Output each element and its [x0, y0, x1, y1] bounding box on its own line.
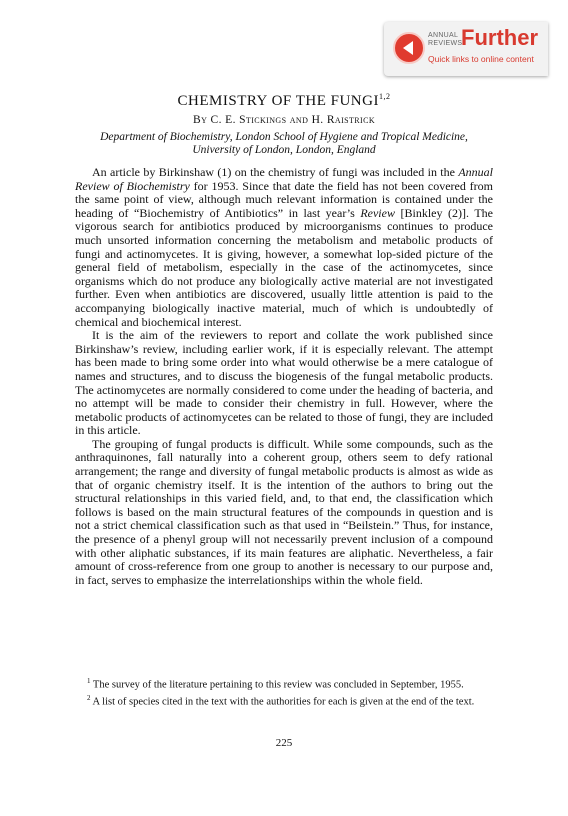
footnote-2: $^2$ A list of species cited in the text with the authorities for each is given at the end of the text. [87, 693, 475, 708]
further-badge[interactable] [384, 22, 548, 76]
footnote-1: $^1$ The survey of the literature pertaining to this review was concluded in September, 1955. [87, 677, 464, 691]
badge-further-label: Further [461, 25, 538, 50]
article-authors: By C. E. Stickings and H. Raistrick [193, 114, 375, 126]
author-1: C. E. Stickings [210, 114, 287, 126]
page-number: 225 [275, 737, 293, 749]
author-2: H. Raistrick [311, 114, 375, 126]
title-footnote-marks: 1,2 [378, 92, 391, 101]
footnotes [75, 675, 493, 709]
badge-quick-links[interactable]: Quick links to online content [428, 54, 534, 64]
paragraph-1: An article by Birkinshaw (1) on the chemistry of fungi was included in the Annual Review of Biochemistry for 1953. Since that date the field has not been covered from the same point of view, although much relevant information is contained under the heading of “Biochemistry of Antibiotics” in last year’s Review [Binkley (2)]. The vigorous search for antibiotics produced by microorganisms continues to produce much unsorted information concerning the metabolism and metabolic products of fungi and actinomycetes. It is giving, however, a somewhat lop-sided picture of the general field of metabolism, especially in the case of the actinomycetes, since organisms which do not produce any biologically active material are not investigated further. Even when antibiotics are discovered, usually little attention is paid to the accompanying biologically inactive material, much of which is undoubtedly of chemical and biochemical interest. [75, 165, 494, 329]
badge-annual-reviews: ANNUAL REVIEWS [428, 32, 463, 47]
paragraph-2: It is the aim of the reviewers to report and collate the work published since Birkinshaw’s review, including earlier work, if it is especially relevant. The attempt has been made to bring some order into what would otherwise be a mere catalogue of names and structures, and to discuss the biogenesis of the fungal metabolic products. The actinomycetes are normally considered to come under the heading of bacteria, and no attempt will be made to consider their chemistry in full. However, where the metabolic products of actinomycetes can be related to those of fungi, they are included in this article. [75, 328, 493, 438]
paragraph-3: The grouping of fungal products is difficult. While some compounds, such as the anthraquinones, fall naturally into a coherent group, others seem to defy rational arrangement; the range and diversity of fungal metabolic products is almost as wide as that of organic chemistry itself. It is the intention of the authors to bring out the structural relationships in this varied field, and, to that end, the classification which follows is based on the main structural features of the compounds in question and is not a strict chemical classification such as that used in “Beilstein.” Thus, for instance, the presence of a phenyl group will not necessarily prevent inclusion of a compound with other aliphatic substances, if its main features are aliphatic. Nevertheless, a fair amount of cross-reference from one group to another is necessary to our purpose and, in fact, serves to emphasize the interrelationships within the whole field. [75, 436, 493, 587]
article-body [75, 166, 493, 587]
affiliation: Department of Biochemistry, London School of Hygiene and Tropical Medicine, University of London, London, England [100, 131, 468, 156]
play-back-icon [393, 32, 425, 64]
article-title: CHEMISTRY OF THE FUNGI$^{1,2}$ [177, 92, 391, 109]
